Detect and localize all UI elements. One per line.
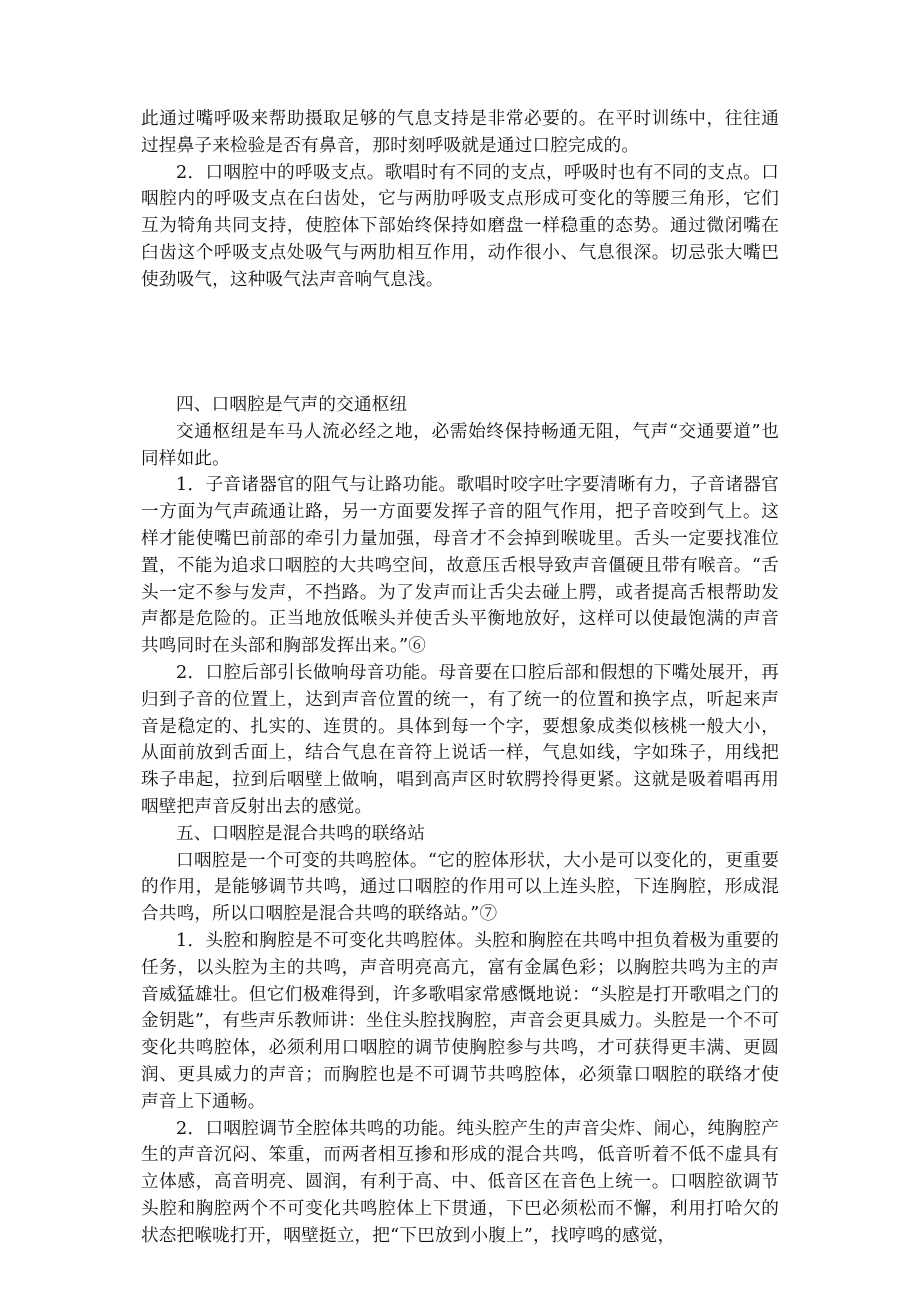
main-text-block <box>141 392 779 1250</box>
paragraph-consonant-organs: 1．子音诸器官的阻气与让路功能。歌唱时咬字吐字要清晰有力，子音诸器官一方面为气声疏通让路，另一方面要发挥子音的阻气作用，把子音咬到气上。这样才能使嘴巴前部的牵引力量加强，母音才不会掉到喉咙里。舌头一定要找准位置，不能为追求口咽腔的大共鸣空间，故意压舌根导致声音僵硬且带有喉音。“舌头一定不参与发声，不挡路。为了发声而让舌尖去碰上腭，或者提高舌根帮助发声都是危险的。正当地放低喉头并使舌头平衡地放好，这样可以使最饱满的声音共鸣同时在头部和胸部发挥出来。”⑥ <box>141 475 779 657</box>
section-heading-traffic-hub: 四、口咽腔是气声的交通枢纽 <box>176 395 408 415</box>
paragraph-breath-fulcrum: 2．口咽腔中的呼吸支点。歌唱时有不同的支点，呼吸时也有不同的支点。口咽腔内的呼吸支点在臼齿处，它与两肋呼吸支点形成可变化的等腰三角形，它们互为犄角共同支持，使腔体下部始终保持如磨盘一样稳重的态势。通过微闭嘴在臼齿这个呼吸支点处吸气与两肋相互作用，动作很小、气息很深。切忌张大嘴巴使劲吸气，这种吸气法声音响气息浅。 <box>141 162 779 290</box>
paragraph-traffic-hub-intro: 交通枢纽是车马人流必经之地，必需始终保持畅通无阻，气声“交通要道”也同样如此。 <box>141 421 779 469</box>
top-text-block <box>141 106 779 294</box>
paragraph-vowel-rear-cavity: 2．口腔后部引长做响母音功能。母音要在口腔后部和假想的下嘴处展开，再归到子音的位置上，达到声音位置的统一，有了统一的位置和换字点，听起来声音是稳定的、扎实的、连贯的。具体到每一个字，要想象成类似核桃一般大小，从面前放到舌面上，结合气息在音符上说话一样，气息如线，字如珠子，用线把珠子串起，拉到后咽壁上做响，唱到高声区时软腭拎得更紧。这就是吸着唱再用咽壁把声音反射出去的感觉。 <box>141 662 779 817</box>
section-heading-resonance-station: 五、口咽腔是混合共鸣的联络站 <box>176 823 426 844</box>
paragraph-breath-continuation: 此通过嘴呼吸来帮助摄取足够的气息支持是非常必要的。在平时训练中，往往通过捏鼻子来检验是否有鼻音，那时刻呼吸就是通过口腔完成的。 <box>141 109 779 156</box>
paragraph-full-cavity-resonance: 2．口咽腔调节全腔体共鸣的功能。纯头腔产生的声音尖炸、闹心，纯胸腔产生的声音沉闷、笨重，而两者相互掺和形成的混合共鸣，低音听着不低不虚具有立体感，高音明亮、圆润，有利于高、中、低音区在音色上统一。口咽腔欲调节头腔和胸腔两个不可变化共鸣腔体上下贯通，下巴必须松而不懈，利用打哈欠的状态把喉咙打开，咽壁挺立，把“下巴放到小腹上”，找哼鸣的感觉， <box>141 1118 779 1246</box>
paragraph-variable-resonance: 口咽腔是一个可变的共鸣腔体。“它的腔体形状，大小是可以变化的，更重要的作用，是能够调节共鸣，通过口咽腔的作用可以上连头腔，下连胸腔，形成混合共鸣，所以口咽腔是混合共鸣的联络站。”⑦ <box>141 850 779 925</box>
paragraph-head-chest-cavity: 1．头腔和胸腔是不可变化共鸣腔体。头腔和胸腔在共鸣中担负着极为重要的任务，以头腔为主的共鸣，声音明亮高亢，富有金属色彩；以胸腔共鸣为主的声音威猛雄壮。但它们极难得到，许多歌唱家常感慨地说：“头腔是打开歌唱之门的金钥匙”，有些声乐教师讲：坐住头腔找胸腔，声音会更具威力。头腔是一个不可变化共鸣腔体，必须利用口咽腔的调节使胸腔参与共鸣，才可获得更丰满、更圆润、更具威力的声音；而胸腔也是不可调节共鸣腔体，必须靠口咽腔的联络才使声音上下通畅。 <box>141 930 779 1112</box>
